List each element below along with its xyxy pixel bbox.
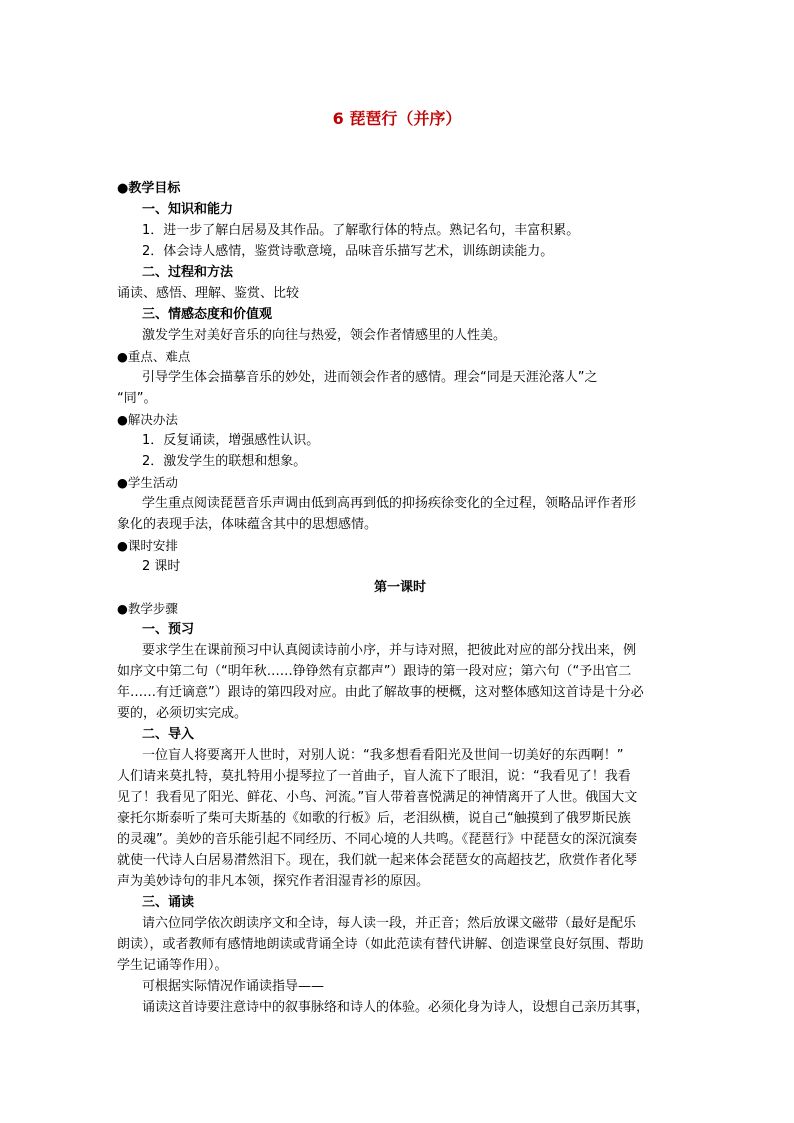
intro-line-1: 一位盲人将要离开人世时，对别人说：“我多想看看阳光及世间一切美好的东西啊！” xyxy=(142,748,624,763)
preview-line-3: 年……有迁谪意”）跟诗的第四段对应。由此了解故事的梗概，这对整体感知这首诗是十分必 xyxy=(117,685,644,700)
document-title: 6 琵琶行（并序） xyxy=(332,109,462,128)
section-heading-keypoints: ●重点、难点 xyxy=(117,349,191,364)
activities-line-2: 象化的表现手法，体味蕴含其中的思想感情。 xyxy=(117,517,378,532)
intro-line-6: 就使一代诗人白居易潸然泪下。现在，我们就一起来体会琵琶女的高超技艺，欣赏作者化琴 xyxy=(117,853,638,868)
section-heading-schedule: ●课时安排 xyxy=(117,538,178,553)
intro-line-5: 的灵魂”。美妙的音乐能引起不同经历、不同心境的人共鸣。《琵琶行》中琵琶女的深沉演奏 xyxy=(117,832,638,847)
subheading-intro: 二、导入 xyxy=(142,727,195,742)
preview-line-2: 如序文中第二句（“明年秋……铮铮然有京都声”）跟诗的第一段对应；第六句（“予出官二 xyxy=(117,664,632,679)
section-heading-activities: ●学生活动 xyxy=(117,475,178,490)
recite-line-3: 学生记诵等作用）。 xyxy=(117,958,228,973)
objective-item-1: 1．进一步了解白居易及其作品。了解歌行体的特点。熟记名句，丰富积累。 xyxy=(142,223,580,238)
activities-line-1: 学生重点阅读琵琶音乐声调由低到高再到低的抑扬疾徐变化的全过程，领略品评作者形 xyxy=(142,496,637,511)
solution-item-2: 2．激发学生的联想和想象。 xyxy=(142,454,307,469)
methods-text: 诵读、感悟、理解、鉴赏、比较 xyxy=(117,286,300,301)
intro-line-7: 声为美妙诗句的非凡本领，探究作者泪湿青衫的原因。 xyxy=(117,874,430,889)
keypoints-line-1: 引导学生体会描摹音乐的妙处，进而领会作者的感情。理会“同是天涯沦落人”之 xyxy=(142,370,598,385)
subheading-preview: 一、预习 xyxy=(142,622,195,637)
recite-line-2: 朗读），或者教师有感情地朗读或背诵全诗（如此范读有替代讲解、创造课堂良好氛围、帮助 xyxy=(117,937,644,952)
recite-line-5: 诵读这首诗要注意诗中的叙事脉络和诗人的体验。必须化身为诗人，设想自己亲历其事， xyxy=(142,1000,650,1015)
schedule-value: 2 课时 xyxy=(142,559,181,574)
subheading-knowledge: 一、知识和能力 xyxy=(142,202,234,217)
preview-line-1: 要求学生在课前预习中认真阅读诗前小序，并与诗对照，把彼此对应的部分找出来，例 xyxy=(142,643,637,658)
solution-item-1: 1．反复诵读，增强感性认识。 xyxy=(142,433,320,448)
intro-line-2: 人们请来莫扎特，莫扎特用小提琴拉了一首曲子，盲人流下了眼泪，说：“我看见了！我看 xyxy=(117,769,631,784)
recite-line-1: 请六位同学依次朗读序文和全诗，每人读一段，并正音；然后放课文磁带（最好是配乐 xyxy=(142,916,637,931)
subheading-values: 三、情感态度和价值观 xyxy=(142,307,273,322)
keypoints-line-2: “同”。 xyxy=(117,391,157,406)
lesson-title: 第一课时 xyxy=(373,580,426,595)
intro-line-4: 豪托尔斯泰听了柴可夫斯基的《如歌的行板》后，老泪纵横，说自己“触摸到了俄罗斯民族 xyxy=(117,811,631,826)
preview-line-4: 要的，必须切实完成。 xyxy=(117,706,248,721)
document-body xyxy=(117,178,683,1018)
subheading-process: 二、过程和方法 xyxy=(142,265,234,280)
recite-line-4: 可根据实际情况作诵读指导—— xyxy=(142,979,325,994)
intro-line-3: 见了！我看见了阳光、鲜花、小鸟、河流。”盲人带着喜悦满足的神情离开了人世。俄国大文 xyxy=(117,790,638,805)
subheading-recite: 三、诵读 xyxy=(142,895,195,910)
values-text: 激发学生对美好音乐的向往与热爱，领会作者情感里的人性美。 xyxy=(142,328,507,343)
section-heading-solutions: ●解决办法 xyxy=(117,412,178,427)
section-heading-objectives: ●教学目标 xyxy=(117,181,181,196)
section-heading-steps: ●教学步骤 xyxy=(117,601,178,616)
objective-item-2: 2．体会诗人感情，鉴赏诗歌意境，品味音乐描写艺术，训练朗读能力。 xyxy=(142,244,554,259)
